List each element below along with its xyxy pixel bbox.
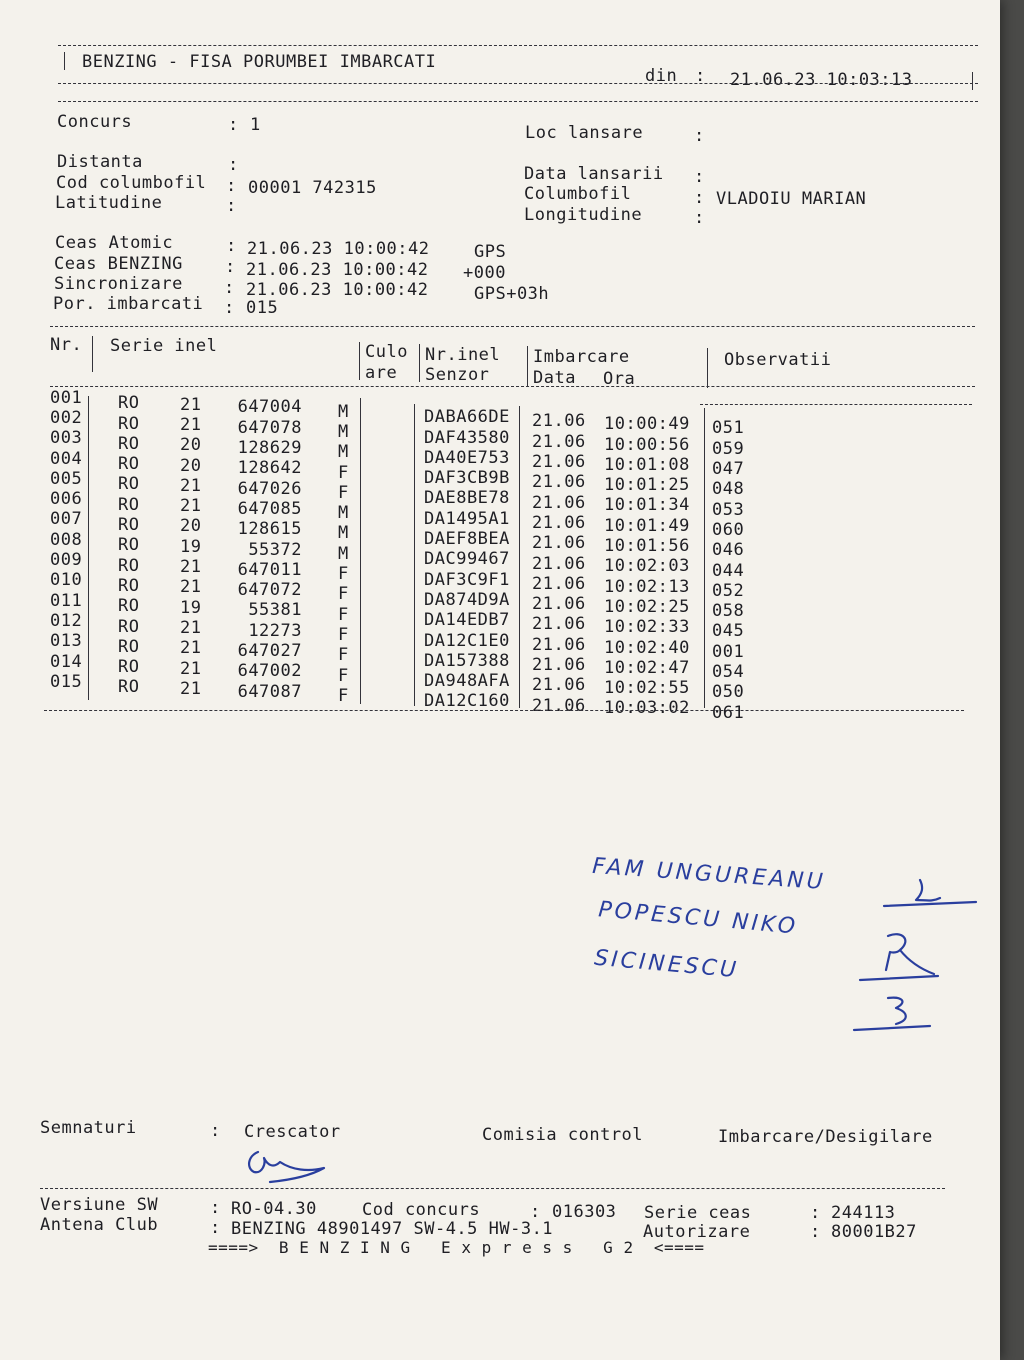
table-top-rule — [50, 326, 975, 327]
cell-nr: 008 — [50, 529, 83, 550]
cell-sex: M — [338, 421, 349, 442]
cell-obs: 051 — [712, 418, 745, 439]
table-column-separator — [360, 398, 361, 704]
document-title: BENZING - FISA PORUMBEI IMBARCATI — [82, 52, 437, 72]
columbofil-value: VLADOIU MARIAN — [716, 189, 867, 209]
cell-country: RO — [118, 393, 140, 414]
crescator-label: Crescator — [244, 1122, 341, 1142]
signature-mark-3 — [850, 992, 940, 1037]
cell-sex: F — [338, 685, 349, 706]
cell-obs: 053 — [712, 499, 745, 520]
cell-ring: 55372 — [248, 539, 302, 560]
cell-sensor: DA14EDB7 — [424, 610, 510, 631]
cell-sex: M — [338, 503, 349, 524]
cell-ring: 647011 — [237, 559, 302, 580]
longitudine-label: Longitudine — [524, 205, 643, 225]
cell-country: RO — [118, 616, 140, 637]
cell-nr: 012 — [50, 610, 83, 631]
cell-country: RO — [118, 555, 140, 576]
col-header-serie: Serie inel — [110, 336, 218, 356]
cell-year: 21 — [180, 394, 202, 415]
ceas-atomic-suffix: GPS — [474, 242, 507, 262]
cell-ring: 647004 — [237, 397, 302, 418]
cell-nr: 003 — [50, 428, 83, 449]
cell-date: 21.06 — [532, 634, 586, 655]
ceas-benzing-label: Ceas BENZING — [54, 254, 183, 274]
cod-concurs-value: 016303 — [552, 1202, 617, 1222]
cell-sex: F — [338, 645, 349, 666]
cell-country: RO — [118, 677, 140, 698]
cell-ring: 647072 — [237, 580, 302, 601]
signature-mark-1 — [880, 876, 980, 916]
cell-country: RO — [118, 474, 140, 495]
cell-date: 21.06 — [532, 452, 586, 472]
cell-time: 10:02:03 — [604, 556, 690, 577]
autorizare-label: Autorizare — [643, 1222, 751, 1242]
cell-sensor: DA1495A1 — [424, 508, 510, 529]
cell-sex: F — [338, 584, 349, 605]
cell-obs: 052 — [712, 580, 745, 601]
distanta-label: Distanta — [57, 152, 143, 172]
cell-date: 21.06 — [532, 533, 586, 554]
header-right-bar — [972, 72, 973, 90]
cell-time: 10:02:40 — [604, 637, 690, 658]
cell-nr: 010 — [50, 570, 83, 591]
cell-year: 19 — [180, 536, 202, 557]
semnaturi-label: Semnaturi — [40, 1118, 137, 1138]
cell-sensor: DAF43580 — [424, 427, 510, 448]
print-datetime: 21.06.23 10:03:13 — [730, 70, 913, 90]
cell-year: 19 — [180, 597, 202, 618]
cell-time: 10:00:49 — [604, 414, 690, 435]
cell-date: 21.06 — [532, 655, 586, 675]
cell-ring: 647078 — [237, 417, 302, 438]
cell-nr: 002 — [50, 407, 83, 428]
imbarcare-desigilare-label: Imbarcare/Desigilare — [718, 1127, 933, 1147]
brand-line: ====> B E N Z I N G E x p r e s s G 2 <==== — [208, 1238, 705, 1257]
ceas-atomic-label: Ceas Atomic — [55, 233, 174, 253]
cell-sensor: DABA66DE — [424, 407, 510, 428]
antena-label: Antena Club — [40, 1215, 159, 1235]
cell-country: RO — [118, 535, 140, 556]
table-header-rule — [50, 386, 975, 387]
loc-lansare-label: Loc lansare — [525, 123, 644, 143]
data-lansarii-label: Data lansarii — [524, 164, 664, 184]
por-imbarcati-label: Por. imbarcati — [53, 294, 204, 314]
cell-year: 20 — [180, 516, 202, 537]
cell-nr: 011 — [50, 590, 83, 611]
cell-ring: 647026 — [237, 478, 302, 499]
cell-obs: 046 — [712, 540, 745, 561]
cell-ring: 647002 — [237, 661, 302, 682]
table-column-separator — [414, 404, 415, 706]
cell-time: 10:01:25 — [604, 475, 690, 496]
cell-time: 10:02:33 — [604, 617, 690, 638]
cell-sensor: DAC99467 — [424, 549, 510, 570]
cell-sex: F — [338, 604, 349, 625]
autorizare-value: 80001B27 — [831, 1222, 917, 1242]
cell-time: 10:01:56 — [604, 536, 690, 556]
crescator-signature — [240, 1146, 340, 1186]
cell-obs: 044 — [712, 560, 745, 581]
cell-country: RO — [118, 657, 140, 678]
cell-obs: 054 — [712, 662, 745, 682]
cell-sensor: DAF3CB9B — [424, 468, 510, 489]
cell-sensor: DA40E753 — [424, 447, 510, 468]
columbofil-label: Columbofil — [524, 184, 632, 204]
cell-sex: M — [338, 401, 349, 422]
por-imbarcati-value: 015 — [246, 298, 279, 318]
cell-date: 21.06 — [532, 675, 586, 696]
cod-concurs-label: Cod concurs — [362, 1200, 481, 1220]
cell-ring: 12273 — [248, 620, 302, 641]
cell-time: 10:01:49 — [604, 515, 690, 536]
cell-sensor: DA157388 — [424, 650, 510, 671]
cell-date: 21.06 — [532, 614, 586, 635]
cell-time: 10:02:55 — [604, 678, 690, 699]
cell-obs: 058 — [712, 601, 745, 622]
sincronizare-suffix: GPS+03h — [474, 284, 550, 304]
cell-country: RO — [118, 575, 140, 596]
cell-obs: 060 — [712, 519, 745, 540]
col-header-nr-inel: Nr.inel — [425, 345, 501, 365]
cell-obs: 050 — [712, 682, 745, 703]
cell-country: RO — [118, 596, 140, 617]
cell-date: 21.06 — [532, 512, 586, 533]
signature-mark-2 — [856, 930, 946, 990]
cell-sensor: DAE8BE78 — [424, 488, 510, 509]
cell-time: 10:00:56 — [604, 434, 690, 455]
cell-nr: 007 — [50, 509, 83, 530]
handwritten-name-2: POPESCU NIKO — [597, 897, 799, 940]
ceas-atomic-value: 21.06.23 10:00:42 — [247, 239, 430, 259]
header-mid-rule — [58, 83, 978, 84]
date-label: din — [645, 66, 678, 86]
cell-sensor: DA948AFA — [424, 671, 510, 692]
cell-year: 21 — [180, 617, 202, 638]
header-left-bar — [64, 52, 65, 70]
cell-sex: F — [338, 462, 349, 483]
cell-date: 21.06 — [532, 492, 586, 513]
cell-obs: 001 — [712, 641, 745, 662]
versiune-label: Versiune SW — [40, 1195, 159, 1215]
cell-sex: F — [338, 665, 349, 686]
serie-ceas-label: Serie ceas — [644, 1203, 752, 1223]
cell-date: 21.06 — [532, 411, 586, 432]
cod-columbofil-label: Cod columbofil — [56, 173, 207, 193]
cell-nr: 004 — [50, 448, 83, 469]
cell-country: RO — [118, 454, 140, 475]
cell-year: 21 — [180, 678, 202, 699]
col-header-nr: Nr. — [50, 335, 83, 355]
col-header-imbarcare: Imbarcare — [533, 347, 630, 367]
cell-time: 10:02:25 — [604, 596, 690, 617]
col-header-ora: Ora — [603, 369, 636, 389]
col-header-culoare-2: are — [365, 363, 398, 383]
versiune-value: RO-04.30 — [231, 1199, 317, 1219]
cell-time: 10:03:02 — [604, 698, 690, 719]
cell-ring: 128642 — [237, 458, 302, 479]
antena-value: BENZING 48901497 SW-4.5 HW-3.1 — [231, 1219, 554, 1239]
cod-columbofil-value: 00001 742315 — [248, 178, 377, 198]
cell-obs: 048 — [712, 479, 745, 500]
cell-date: 21.06 — [532, 431, 586, 452]
cell-date: 21.06 — [532, 594, 586, 615]
cell-year: 21 — [180, 638, 202, 659]
cell-ring: 128615 — [237, 519, 302, 540]
ceas-benzing-value: 21.06.23 10:00:42 — [246, 260, 429, 280]
cell-year: 21 — [180, 557, 202, 577]
cell-year: 21 — [180, 496, 202, 517]
cell-nr: 006 — [50, 489, 83, 510]
cell-time: 10:02:13 — [604, 576, 690, 597]
cell-country: RO — [118, 433, 140, 454]
concurs-value: 1 — [250, 115, 261, 135]
cell-year: 21 — [180, 475, 202, 496]
header-top-rule — [58, 45, 978, 46]
sincronizare-label: Sincronizare — [54, 274, 183, 294]
cell-sex: F — [338, 482, 349, 503]
cell-nr: 009 — [50, 550, 83, 570]
cell-sensor: DA874D9A — [424, 589, 510, 610]
cell-obs: 059 — [712, 438, 745, 459]
cell-sensor: DAEF8BEA — [424, 529, 510, 549]
cell-year: 20 — [180, 455, 202, 476]
serie-ceas-value: 244113 — [831, 1203, 896, 1223]
cell-sex: M — [338, 543, 349, 564]
comisia-label: Comisia control — [482, 1125, 644, 1145]
cell-ring: 55381 — [248, 600, 302, 621]
cell-sex: F — [338, 564, 349, 584]
ceas-benzing-suffix: +000 — [463, 263, 506, 283]
handwritten-name-3: SICINESCU — [593, 945, 740, 984]
cell-sex: F — [338, 624, 349, 645]
cell-date: 21.06 — [532, 573, 586, 594]
cell-date: 21.06 — [532, 553, 586, 574]
cell-sex: M — [338, 442, 349, 463]
cell-time: 10:02:47 — [604, 657, 690, 678]
handwritten-name-1: FAM UNGUREANU — [591, 853, 827, 896]
cell-ring: 647087 — [237, 681, 302, 702]
table-column-separator — [704, 408, 705, 708]
cell-country: RO — [118, 413, 140, 434]
cell-time: 10:01:08 — [604, 454, 690, 475]
col-header-senzor: Senzor — [425, 365, 490, 385]
cell-country: RO — [118, 515, 140, 535]
col-header-observatii: Observatii — [724, 350, 832, 370]
table-column-separator — [88, 396, 89, 700]
cell-date: 21.06 — [532, 695, 586, 716]
col-header-data: Data — [533, 368, 576, 388]
cell-nr: 015 — [50, 671, 83, 692]
sincronizare-value: 21.06.23 10:00:42 — [246, 280, 429, 300]
cell-obs: 045 — [712, 621, 745, 642]
cell-country: RO — [118, 636, 140, 657]
cell-year: 20 — [180, 435, 202, 456]
cell-year: 21 — [180, 658, 202, 679]
cell-sensor: DA12C160 — [424, 691, 510, 712]
cell-year: 21 — [180, 414, 202, 435]
cell-sensor: DA12C1E0 — [424, 630, 510, 651]
cell-nr: 013 — [50, 631, 83, 652]
cell-obs: 047 — [712, 459, 745, 479]
concurs-label: Concurs — [57, 112, 133, 132]
header-bottom-rule — [58, 101, 978, 102]
table-bottom-rule — [44, 710, 964, 711]
footer-top-rule — [40, 1188, 945, 1189]
cell-time: 10:01:34 — [604, 495, 690, 516]
cell-year: 21 — [180, 577, 202, 598]
table-column-separator — [519, 406, 520, 708]
cell-sex: M — [338, 523, 349, 544]
cell-ring: 128629 — [237, 438, 302, 458]
col-header-culoare: Culo — [365, 342, 408, 362]
cell-date: 21.06 — [532, 472, 586, 493]
cell-nr: 005 — [50, 468, 83, 489]
cell-country: RO — [118, 494, 140, 515]
printed-sheet: BENZING - FISA PORUMBEI IMBARCATI din : 21.06.23 10:03:13 Concurs : 1 Distanta : Cod columbofil : 00001 742315 Latitudine : Loc lansare : Data lansarii : Columbofil : VLADOIU MARIAN Longitudine : Ceas Atomic : 21.06.23 10:00:42 GPS Ceas BENZING : 21.06.23 10:00:42 +000 Sincronizare : 21.06.23 10:00:42 GPS+03h Por. imbarcati : 015 Nr. Serie inel Culo are Nr.inel Senzor Imbarcare Data Ora Observatii 001 RO 21 647004 M DABA66DE 21.06 10:00:49 051 002 RO 21 647078 M DAF43580 21.06 10:00:56 059 003 RO 20 128629 M DA40E753 21.06 10:01:08 047 004 RO 20 128642 F DAF3CB9B 21.06 10:01:25 048 005 RO 21 647026 F DAE8BE78 21.06 10:01:34 053 006 RO 21 647085 M DA1495A1 21.06 10:01:49 060 007 RO 20 128615 M DAEF8BEA 21.06 10:01:56 046 008 RO 19 55372 M DAC99467 21.06 10:02:03 044 009 RO 21 647011 F DAF3C9F1 21.06 10:02:13 052 010 RO 21 647072 F DA874D9A 21.06 10:02:25 058 011 RO 19 55381 F DA14EDB7 21.06 10:02:33 045 012 RO 21 12273 F DA12C1E0 21.06 10:02:40 001 013 RO 21 647027 F DA157388 21.06 10:02:47 054 014 RO 21 647002 F DA948AFA 21.06 10:02:55 050 015 RO 21 647087 F DA12C160 21.06 10:03:02 061 FAM UNGUREANU POPESCU NIKO SICINESCU Semnaturi : Crescator Comisia control Imbarcare/Desigilare Versiune SW : RO-04.30 Cod concurs : 016303 Serie ceas : 244113 Antena Club : BENZING 48901497 SW-4.5 HW-3.1 Autorizare : 80001B27 ====> B E N Z I N G E x p r e s s G 2 <==== — [0, 0, 1000, 1360]
cell-ring: 647027 — [237, 641, 302, 661]
cell-sensor: DAF3C9F1 — [424, 569, 510, 590]
cell-ring: 647085 — [237, 498, 302, 519]
latitudine-label: Latitudine — [55, 193, 163, 213]
cell-nr: 014 — [50, 651, 83, 672]
cell-obs: 061 — [712, 702, 745, 723]
cell-nr: 001 — [50, 387, 83, 408]
